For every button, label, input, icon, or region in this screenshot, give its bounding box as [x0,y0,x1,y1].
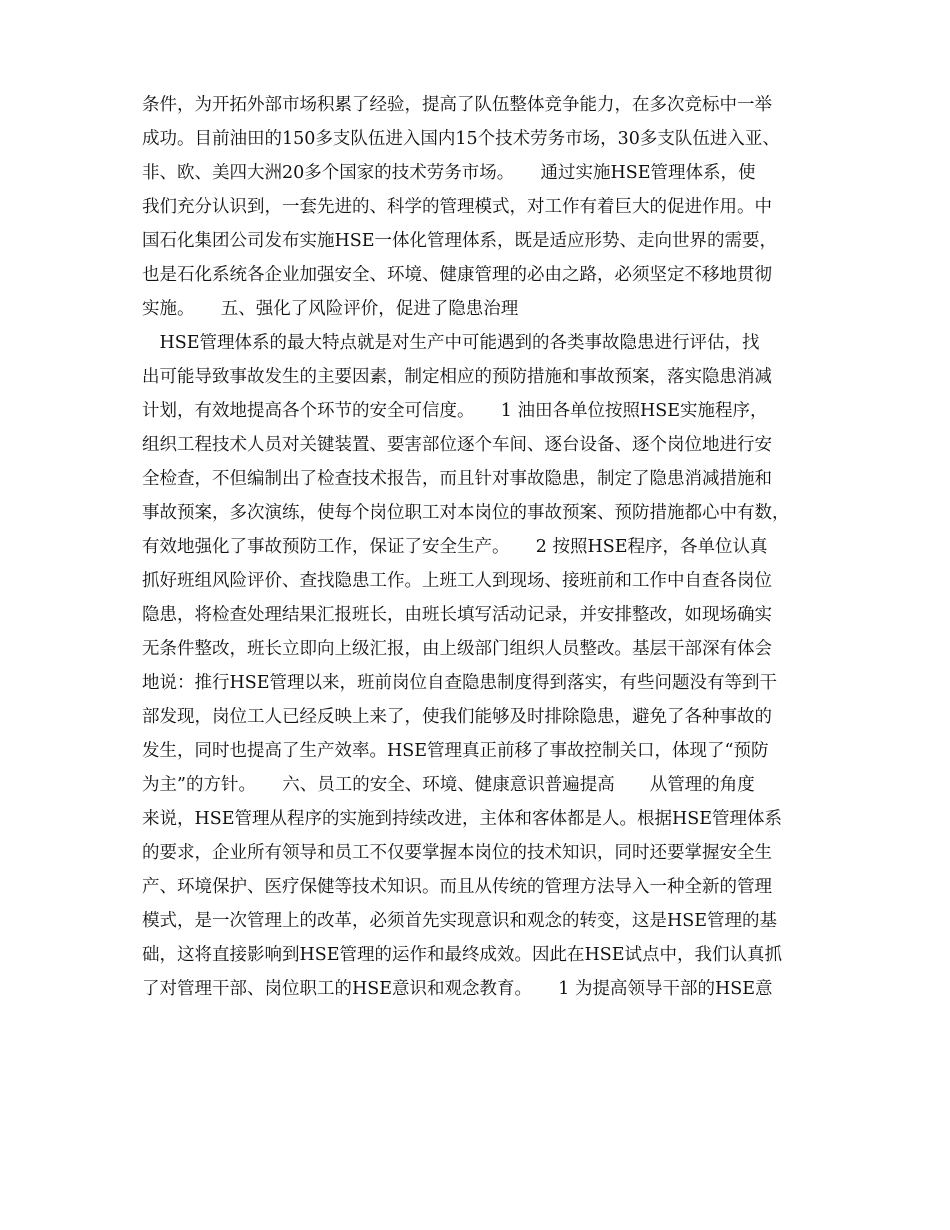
text-line: 抓好班组风险评价、查找隐患工作。上班工人到现场、接班前和工作中自查各岗位 [142,571,772,591]
text-line: 实施。 五、强化了风险评价，促进了隐患治理 [142,299,519,319]
text-line: 来说，HSE管理从程序的实施到持续改进，主体和客体都是人。根据HSE管理体系 [142,809,783,829]
text-line: 全检查，不但编制出了检查技术报告，而且针对事故隐患，制定了隐患消减措施和 [142,469,772,489]
text-line: 为主”的方针。 六、员工的安全、环境、健康意识普遍提高 从管理的角度 [142,775,755,795]
text-line: 条件，为开拓外部市场积累了经验，提高了队伍整体竞争能力，在多次竞标中一举 [142,95,772,115]
text-line: 成功。目前油田的150多支队伍进入国内15个技术劳务市场，30多支队伍进入亚、 [142,129,780,149]
text-line: 产、环境保护、医疗保健等技术知识。而且从传统的管理方法导入一种全新的管理 [142,877,772,897]
text-line: HSE管理体系的最大特点就是对生产中可能遇到的各类事故隐患进行评估，找 [142,333,760,353]
text-line: 事故预案，多次演练，使每个岗位职工对本岗位的事故预案、预防措施都心中有数， [142,503,790,523]
text-line: 地说：推行HSE管理以来，班前岗位自查隐患制度得到落实，有些问题没有等到干 [142,673,778,693]
text-line: 有效地强化了事故预防工作，保证了安全生产。 2 按照HSE程序，各单位认真 [142,537,768,557]
text-line: 发生，同时也提高了生产效率。HSE管理真正前移了事故控制关口，体现了“预防 [142,741,769,761]
text-line: 国石化集团公司发布实施HSE一体化管理体系，既是适应形势、走向世界的需要， [142,231,778,251]
text-line: 的要求，企业所有领导和员工不仅要掌握本岗位的技术知识，同时还要掌握安全生 [142,843,772,863]
text-line: 组织工程技术人员对关键装置、要害部位逐个车间、逐台设备、逐个岗位地进行安 [142,435,772,455]
text-line: 无条件整改，班长立即向上级汇报，由上级部门组织人员整改。基层干部深有体会 [142,639,772,659]
text-line: 计划，有效地提高各个环节的安全可信度。 1 油田各单位按照HSE实施程序， [142,401,768,421]
text-line: 也是石化系统各企业加强安全、环境、健康管理的必由之路，必须坚定不移地贯彻 [142,265,772,285]
text-line: 出可能导致事故发生的主要因素，制定相应的预防措施和事故预案，落实隐患消减 [142,367,772,387]
text-line: 了对管理干部、岗位职工的HSE意识和观念教育。 1 为提高领导干部的HSE意 [142,979,773,999]
text-line: 部发现，岗位工人已经反映上来了，使我们能够及时排除隐患，避免了各种事故的 [142,707,772,727]
document-body [142,88,822,1006]
text-line: 础，这将直接影响到HSE管理的运作和最终成效。因此在HSE试点中，我们认真抓 [142,945,783,965]
text-line: 我们充分认识到，一套先进的、科学的管理模式，对工作有着巨大的促进作用。中 [142,197,772,217]
text-line: 隐患，将检查处理结果汇报班长，由班长填写活动记录，并安排整改，如现场确实 [142,605,772,625]
text-line: 模式，是一次管理上的改革，必须首先实现意识和观念的转变，这是HSE管理的基 [142,911,778,931]
text-line: 非、欧、美四大洲20多个国家的技术劳务市场。 通过实施HSE管理体系，使 [142,163,756,183]
